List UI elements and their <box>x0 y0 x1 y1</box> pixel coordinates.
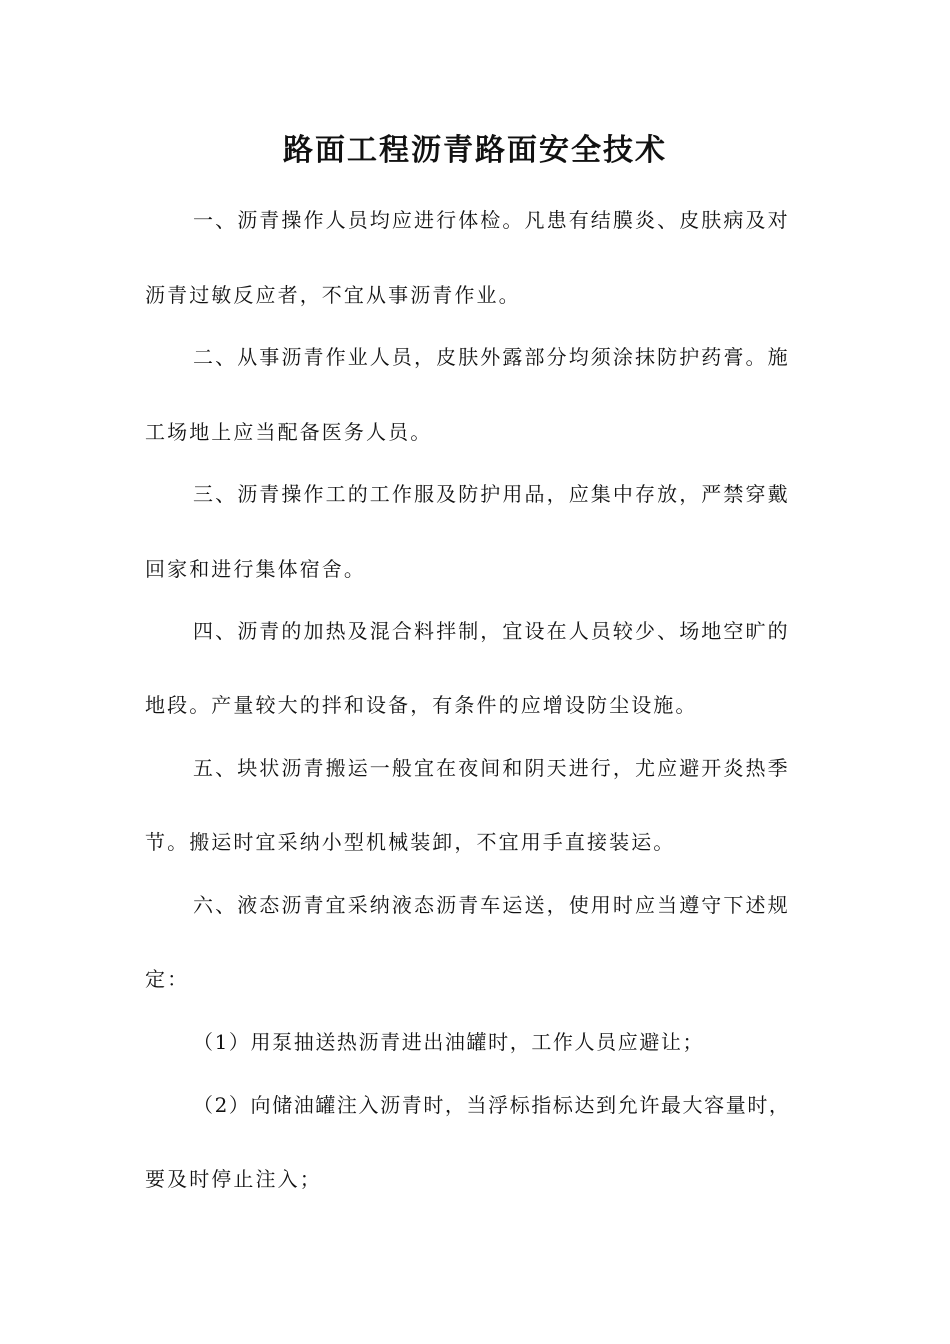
paragraph-4-line-2: 地段。产量较大的拌和设备，有条件的应增设防尘设施。 <box>145 693 698 717</box>
item-2-line-2: 要及时停止注入； <box>145 1167 322 1191</box>
paragraph-1-line-1: 一、沥青操作人员均应进行体检。凡患有结膜炎、皮肤病及对 <box>193 208 790 232</box>
paragraph-5-line-1: 五、块状沥青搬运一般宜在夜间和阴天进行，尤应避开炎热季 <box>193 756 790 780</box>
paragraph-5-line-2: 节。搬运时宜采纳小型机械装卸，不宜用手直接装运。 <box>145 830 676 854</box>
paragraph-3-line-2: 回家和进行集体宿舍。 <box>145 557 366 581</box>
item-2-line-1: （2）向储油罐注入沥青时，当浮标指标达到允许最大容量时， <box>193 1093 791 1117</box>
item-1-line-1: （1）用泵抽送热沥青进出油罐时，工作人员应避让； <box>193 1030 705 1054</box>
paragraph-4-line-1: 四、沥青的加热及混合料拌制，宜设在人员较少、场地空旷的 <box>193 619 790 643</box>
paragraph-2-line-2: 工场地上应当配备医务人员。 <box>145 420 433 444</box>
paragraph-6-line-1: 六、液态沥青宜采纳液态沥青车运送，使用时应当遵守下述规 <box>193 893 790 917</box>
paragraph-3-line-1: 三、沥青操作工的工作服及防护用品，应集中存放，严禁穿戴 <box>193 482 790 506</box>
paragraph-6-line-2: 定： <box>145 967 190 991</box>
paragraph-2-line-1: 二、从事沥青作业人员，皮肤外露部分均须涂抹防护药膏。施 <box>193 345 790 369</box>
paragraph-1-line-2: 沥青过敏反应者，不宜从事沥青作业。 <box>145 283 521 307</box>
document-title: 路面工程沥青路面安全技术 <box>283 133 667 168</box>
